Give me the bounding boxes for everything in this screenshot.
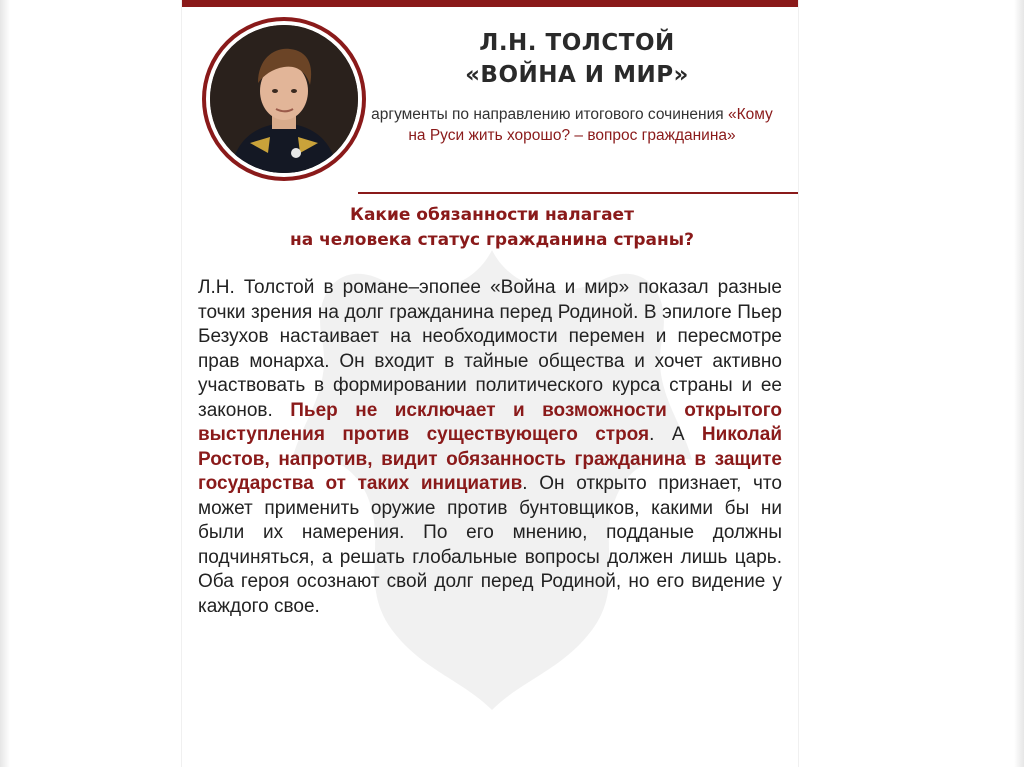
portrait-frame (202, 17, 366, 181)
top-accent-bar (182, 0, 798, 7)
body-part-2: . А (649, 424, 702, 445)
body-emphasis-1: Пьер не исключает и возможности открытого выступления против существующего строя (198, 399, 782, 445)
subtitle (362, 104, 782, 146)
question-line-2: на человека статус гражданина страны? (290, 230, 694, 250)
portrait-photo-icon (210, 25, 358, 173)
left-edge-shadow (0, 0, 10, 767)
question-line-1: Какие обязанности налагает (350, 205, 634, 225)
slide (181, 0, 799, 767)
body-part-1: Л.Н. Толстой в романе–эпопее «Война и мир» показал разные точки зрения на долг гражданина перед Родиной. В эпилоге Пьер Безухов настаивает на необходимости перемен и пересмотре прав монарха. Он входит в тайные общества и хочет активно участвовать в формировании политического курса страны и ее законов. (198, 277, 782, 421)
work-title: «ВОЙНА И МИР» (465, 62, 689, 88)
body-paragraph (198, 276, 782, 619)
body-emphasis-2: Николай Ростов, напротив, видит обязанность гражданина в защите государства от таких инициатив (198, 424, 783, 494)
right-edge-shadow (1014, 0, 1024, 767)
subtitle-text: аргументы по направлению итогового сочинения (371, 106, 728, 123)
body-part-3: . Он открыто признает, что может применить оружие против бунтовщиков, какими бы ни были их намерения. По его мнению, подданые должны подчиняться, а решать глобальные вопросы должен лишь царь. Оба героя осознают свой долг перед Родиной, но его видение у каждого свое. (198, 473, 782, 617)
header-divider (358, 192, 798, 194)
author-title: Л.Н. ТОЛСТОЙ (479, 30, 675, 56)
question-heading (222, 203, 762, 253)
subtitle-accent: «Кому на Руси жить хорошо? – вопрос гражданина» (408, 106, 773, 144)
